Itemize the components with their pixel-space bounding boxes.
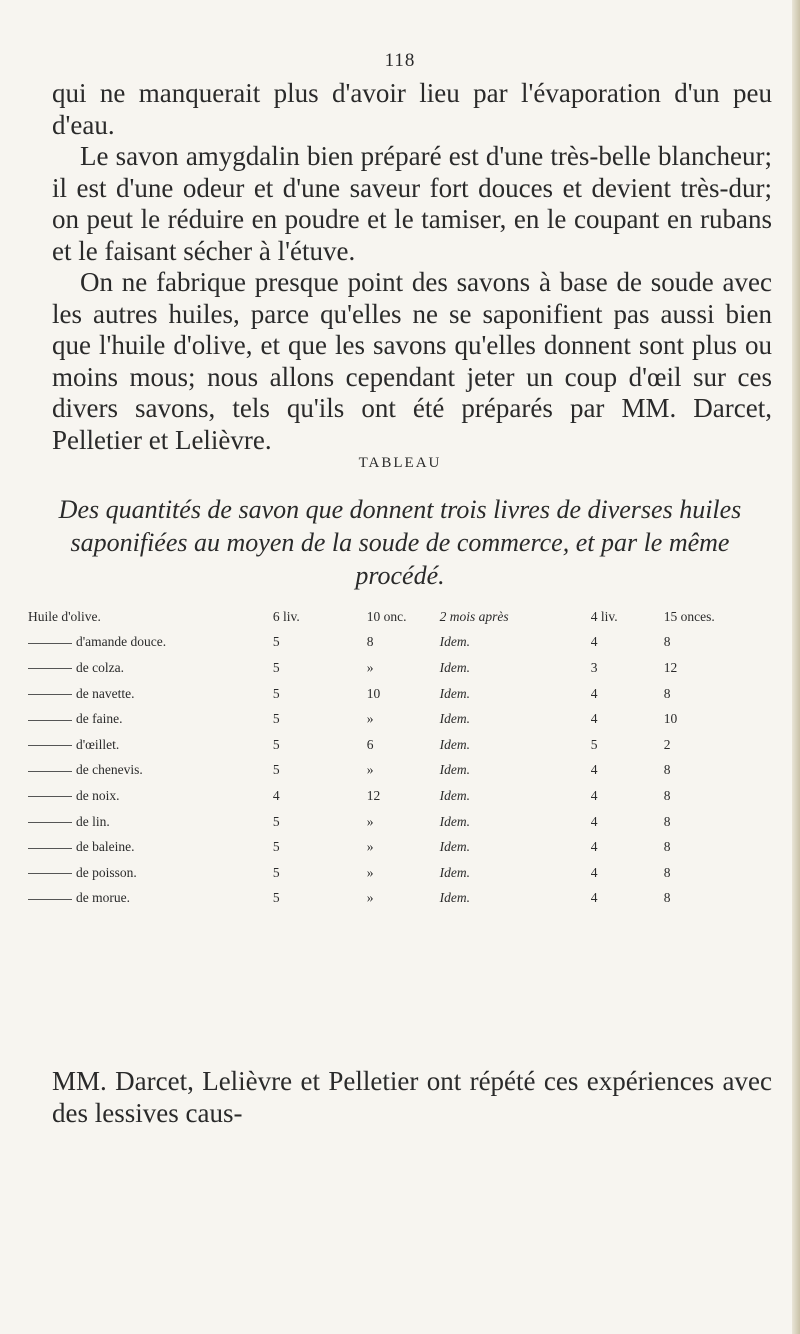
oil-name-cell [28,860,273,886]
value-cell: 5 [272,711,280,727]
table-row [28,604,768,630]
ditto-dash [28,873,72,874]
value-cell: 12 [663,659,678,675]
page-number: 118 [384,50,416,71]
oil-name: de lin. [76,813,110,829]
value-cell: 8 [663,890,671,906]
value-cell: » [366,890,374,906]
oil-name: de morue. [76,890,130,906]
ditto-dash [28,720,72,721]
oil-name-cell [28,630,273,656]
ditto-dash [28,745,72,746]
ditto-dash [28,796,72,797]
value-cell: 5 [272,890,280,906]
value-cell: 5 [272,864,280,880]
page-edge [792,0,800,1334]
oil-name: de baleine. [76,839,135,855]
value-cell: » [366,711,374,727]
paragraph-savon-amygdalin: Le savon amygdalin bien préparé est d'une très-belle blancheur; il est d'une odeur et d'une saveur fort douces et devient très-dur; on peut le réduire en poudre et le tamiser, en le coupant en rubans et le faisant sécher à l'étuve. [52,141,772,266]
table-row [28,681,768,707]
value-cell: 4 [590,711,598,727]
value-cell: Idem. [439,762,471,778]
value-cell: 4 [590,634,598,650]
value-cell: » [366,839,374,855]
value-cell: 4 [590,864,598,880]
value-cell: Idem. [439,634,471,650]
value-cell: 5 [272,736,280,752]
value-cell: 8 [663,685,671,701]
ditto-dash [28,899,72,900]
oil-name: de faine. [76,711,123,727]
oil-name-cell [28,706,273,732]
value-cell: Idem. [439,659,471,675]
value-cell: 8 [663,839,671,855]
table-heading: TABLEAU [358,455,442,471]
value-cell: Idem. [439,890,471,906]
ditto-dash [28,694,72,695]
oil-name: de poisson. [76,864,137,880]
value-cell: 4 [590,813,598,829]
value-cell: 4 [590,762,598,778]
value-cell: » [366,864,374,880]
paragraph-autres-huiles: On ne fabrique presque point des savons à base de soude avec les autres huiles, parce qu'elles ne se saponifient pas aussi bien que l'huile d'olive, et que les savons qu'elles donnent sont plus ou moins mous; nous allons cependant jeter un coup d'œil sur ces divers savons, tels qu'ils ont été préparés par MM. Darcet, Pelletier et Lelièvre. [52,267,772,455]
table-row [28,860,768,886]
table-row [28,655,768,681]
value-cell: 10 [366,685,381,701]
ditto-dash [28,771,72,772]
table-caption: Des quantités de savon que donnent trois livres de diverses huiles saponifiées au moyen de la soude de commerce, et par le même procédé. [58,495,742,590]
value-cell: Idem. [439,685,471,701]
value-cell: 2 mois après [439,608,509,624]
value-cell: 4 [590,890,598,906]
value-cell: 6 liv. [272,608,300,624]
ditto-dash [28,668,72,669]
oil-name-cell [28,783,273,809]
value-cell: 5 [272,762,280,778]
table-row [28,783,768,809]
closing-text [52,1066,772,1129]
table-row [28,834,768,860]
value-cell: 5 [272,839,280,855]
oil-name-cell [28,732,273,758]
value-cell: 8 [663,864,671,880]
value-cell: 10 [663,711,678,727]
oil-name-cell [28,681,273,707]
value-cell: 5 [272,685,280,701]
value-cell: 4 [590,685,598,701]
value-cell: » [366,813,374,829]
value-cell: 3 [590,659,598,675]
value-cell: 15 onces. [663,608,715,624]
table-row [28,630,768,656]
table-row [28,886,768,912]
oil-name-cell [28,604,273,630]
value-cell: 5 [590,736,598,752]
table-row [28,732,768,758]
oil-name-cell [28,655,273,681]
oil-name-cell [28,809,273,835]
value-cell: 8 [663,787,671,803]
value-cell: 4 [272,787,280,803]
value-cell: 6 [366,736,374,752]
value-cell: 4 [590,839,598,855]
ditto-dash [28,848,72,849]
oil-name-cell [28,758,273,784]
oil-name-cell [28,834,273,860]
oil-name: d'œillet. [76,736,120,752]
value-cell: Idem. [439,839,471,855]
value-cell: 8 [366,634,374,650]
value-cell: 4 [590,787,598,803]
value-cell: 5 [272,659,280,675]
value-cell: 12 [366,787,381,803]
ditto-dash [28,822,72,823]
oil-name: de colza. [76,659,124,675]
value-cell: 8 [663,634,671,650]
value-cell: » [366,762,374,778]
value-cell: 2 [663,736,671,752]
table-row [28,758,768,784]
oil-name: de chenevis. [76,762,143,778]
value-cell: Idem. [439,711,471,727]
oil-soap-table [28,604,768,911]
oil-name: de noix. [76,787,120,803]
paragraph-closing: MM. Darcet, Lelièvre et Pelletier ont répété ces expériences avec des lessives caus- [52,1066,772,1128]
value-cell: 8 [663,762,671,778]
oil-name: d'amande douce. [76,634,167,650]
table-row [28,809,768,835]
value-cell: » [366,659,374,675]
value-cell: Idem. [439,787,471,803]
value-cell: 8 [663,813,671,829]
value-cell: 10 onc. [366,608,407,624]
oil-name: de navette. [76,685,135,701]
paragraph-continuation: qui ne manquerait plus d'avoir lieu par l'évaporation d'un peu d'eau. [52,78,772,140]
value-cell: Idem. [439,736,471,752]
value-cell: 4 liv. [590,608,618,624]
value-cell: Idem. [439,813,471,829]
body-text [52,78,772,456]
oil-name-cell [28,886,273,912]
value-cell: 5 [272,634,280,650]
oil-name: Huile d'olive. [28,608,101,624]
table-row [28,706,768,732]
ditto-dash [28,643,72,644]
value-cell: Idem. [439,864,471,880]
value-cell: 5 [272,813,280,829]
